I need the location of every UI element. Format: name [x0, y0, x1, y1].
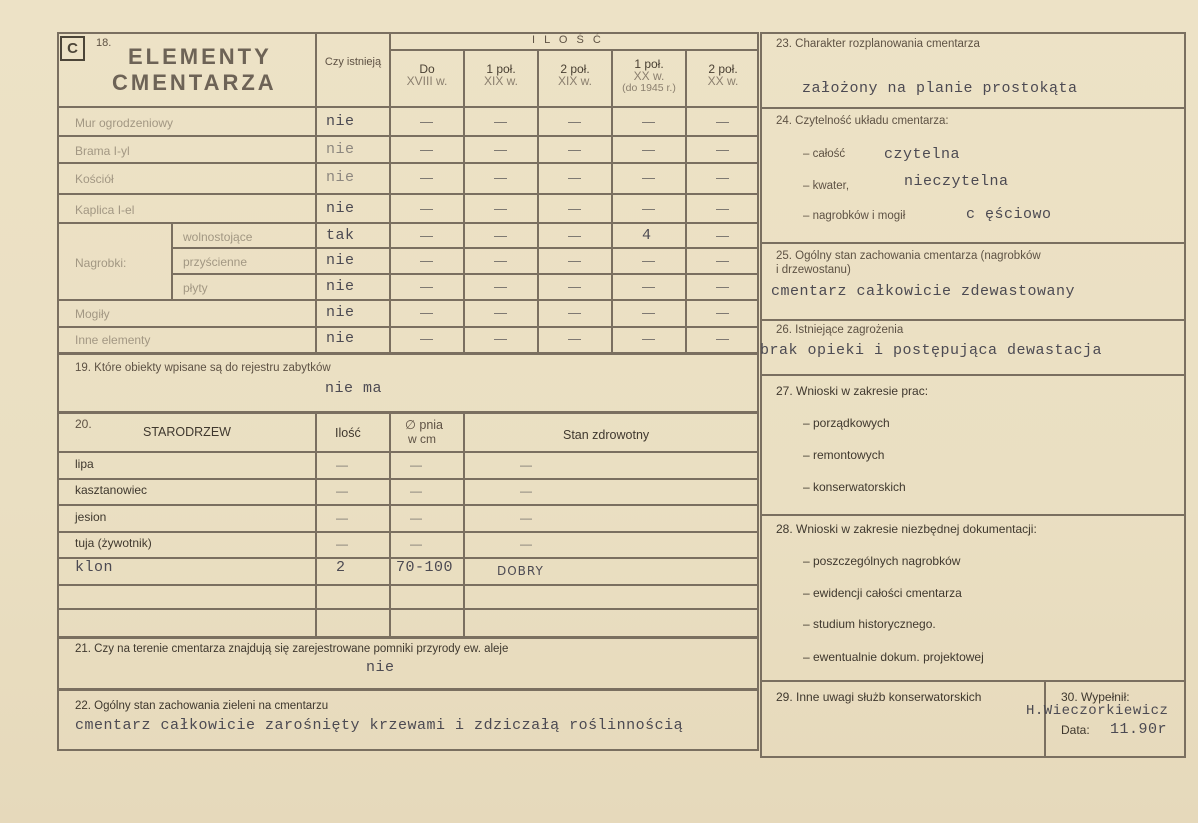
- q30-filled-by: H.Wieczorkiewicz: [1026, 703, 1169, 719]
- q24-item1-value: czytelna: [884, 146, 961, 163]
- period-header-2: [539, 63, 611, 87]
- tree-diam: —: [410, 484, 422, 498]
- element-row-value: —: [716, 114, 729, 129]
- element-row-value: —: [568, 305, 581, 320]
- element-row-value: —: [568, 142, 581, 157]
- starodrzew-col-diam-2: w cm: [408, 432, 436, 446]
- element-row-value: —: [420, 253, 433, 268]
- tree-name: kasztanowiec: [75, 483, 148, 497]
- element-row-exists: nie: [326, 330, 355, 347]
- q28-item4: – ewentualnie dokum. projektowej: [803, 650, 984, 664]
- element-row-value: —: [568, 331, 581, 346]
- q26-value: brak opieki i postępująca dewastacja: [760, 342, 1103, 359]
- element-row-value: —: [494, 142, 507, 157]
- tree-health: —: [520, 537, 532, 551]
- element-row-value: —: [420, 142, 433, 157]
- q21-value: nie: [366, 659, 395, 676]
- element-row-value: —: [494, 279, 507, 294]
- element-row-value: —: [642, 170, 655, 185]
- element-row-exists: nie: [326, 113, 355, 130]
- period-header-line: XVIII w.: [406, 74, 448, 88]
- element-row-value: —: [568, 114, 581, 129]
- element-row-label: Kościół: [75, 172, 114, 186]
- tree-count: 2: [336, 559, 346, 576]
- ilosc-header: I L O Ś Ć: [532, 34, 604, 46]
- q28-item3: – studium historycznego.: [803, 617, 936, 631]
- element-row-value: —: [494, 114, 507, 129]
- element-row-label: Mur ogrodzeniowy: [75, 116, 174, 130]
- period-header-line: 1 poł.: [634, 57, 664, 71]
- element-row-value: —: [716, 228, 729, 243]
- element-row-value: —: [420, 279, 433, 294]
- period-header-line: XX w.: [707, 74, 739, 88]
- element-row-exists: nie: [326, 252, 355, 269]
- element-row-value: —: [494, 201, 507, 216]
- element-row-value: —: [420, 201, 433, 216]
- element-row-label: wolnostojące: [183, 230, 253, 244]
- element-row-value: —: [716, 279, 729, 294]
- element-row-value: —: [642, 253, 655, 268]
- tree-health: —: [520, 484, 532, 498]
- q21-label: 21. Czy na terenie cmentarza znajdują się zarejestrowane pomniki przyrody ew. aleje: [75, 643, 509, 655]
- element-row-value: —: [420, 305, 433, 320]
- title-line1: ELEMENTY: [128, 44, 272, 69]
- tree-name: lipa: [75, 457, 94, 471]
- period-header-4: [687, 63, 759, 87]
- element-row-value: —: [568, 201, 581, 216]
- q24-item3-label: – nagrobków i mogił: [803, 210, 906, 222]
- tree-diam: —: [410, 511, 422, 525]
- title-line2: CMENTARZA: [112, 70, 277, 95]
- element-row-value: —: [642, 201, 655, 216]
- tree-name: tuja (żywotnik): [75, 536, 152, 550]
- element-row-exists: tak: [326, 227, 355, 244]
- starodrzew-col-diam-1: ∅ pnia: [405, 418, 443, 432]
- q25-label-1: 25. Ogólny stan zachowania cmentarza (nagrobków: [776, 250, 1041, 262]
- element-row-label: Mogiły: [75, 307, 110, 321]
- q22-value: cmentarz całkowicie zarośnięty krzewami i zdziczałą roślinnością: [75, 717, 684, 734]
- q30-label: 30. Wypełnił:: [1061, 690, 1130, 704]
- period-header-line: Do: [419, 62, 435, 76]
- period-header-1: [465, 63, 537, 87]
- tree-count: —: [336, 537, 348, 551]
- tree-count: —: [336, 511, 348, 525]
- element-row-value: —: [642, 114, 655, 129]
- element-row-value: —: [716, 170, 729, 185]
- q25-value: cmentarz całkowicie zdewastowany: [771, 283, 1076, 300]
- element-row-value: —: [716, 201, 729, 216]
- q28-item2: – ewidencji całości cmentarza: [803, 586, 962, 600]
- element-row-exists: nie: [326, 141, 355, 158]
- nagrobki-label: Nagrobki:: [75, 256, 127, 270]
- starodrzew-col-count: Ilość: [335, 426, 361, 440]
- element-row-label: Inne elementy: [75, 333, 151, 347]
- element-row-value: —: [420, 228, 433, 243]
- element-row-value: —: [494, 331, 507, 346]
- element-row-value: —: [420, 331, 433, 346]
- tree-diam: —: [410, 537, 422, 551]
- q19-value: nie ma: [325, 380, 383, 397]
- element-row-value: —: [716, 142, 729, 157]
- element-row-label: Kaplica I-el: [75, 203, 135, 217]
- q27-label: 27. Wnioski w zakresie prac:: [776, 384, 929, 398]
- element-row-value: —: [716, 305, 729, 320]
- starodrzew-col-health: Stan zdrowotny: [563, 428, 650, 442]
- q29-label: 29. Inne uwagi służb konserwatorskich: [776, 690, 982, 704]
- element-row-exists: nie: [326, 200, 355, 217]
- q27-item3: – konserwatorskich: [803, 480, 906, 494]
- section-18-number: 18.: [96, 37, 112, 49]
- q23-label: 23. Charakter rozplanowania cmentarza: [776, 38, 980, 50]
- tree-count: —: [336, 484, 348, 498]
- element-row-exists: nie: [326, 169, 355, 186]
- col-exists-header: Czy istnieją: [324, 56, 382, 68]
- q24-item1-label: – całość: [803, 148, 846, 160]
- tree-name: jesion: [75, 510, 107, 524]
- element-row-label: przyścienne: [183, 255, 248, 269]
- element-row-value: —: [642, 305, 655, 320]
- element-row-value: —: [494, 170, 507, 185]
- period-header-line: (do 1945 r.): [622, 82, 676, 94]
- period-header-0: [391, 63, 463, 87]
- period-header-line: 1 poł.: [486, 62, 516, 76]
- q24-item3-value: c ęściowo: [966, 206, 1052, 223]
- element-row-value: —: [420, 114, 433, 129]
- element-row-value: —: [420, 170, 433, 185]
- element-row-value: —: [568, 170, 581, 185]
- q28-label: 28. Wnioski w zakresie niezbędnej dokumentacji:: [776, 522, 1037, 536]
- element-row-value: —: [642, 331, 655, 346]
- period-header-line: XIX w.: [557, 74, 592, 88]
- q30-date-label: Data:: [1061, 723, 1090, 737]
- q27-item2: – remontowych: [803, 448, 885, 462]
- element-row-exists: nie: [326, 278, 355, 295]
- element-row-value: —: [494, 305, 507, 320]
- element-row-label: płyty: [183, 281, 208, 295]
- section-letter-box: C: [60, 36, 85, 61]
- element-row-value: —: [494, 253, 507, 268]
- element-row-value: —: [568, 279, 581, 294]
- tree-count: —: [336, 458, 348, 472]
- tree-health: —: [520, 511, 532, 525]
- tree-health: DOBRY: [497, 564, 544, 578]
- period-header-line: 2 poł.: [560, 62, 590, 76]
- period-header-line: 2 poł.: [708, 62, 738, 76]
- element-row-exists: nie: [326, 304, 355, 321]
- q19-label: 19. Które obiekty wpisane są do rejestru zabytków: [75, 362, 331, 374]
- q27-item1: – porządkowych: [803, 416, 890, 430]
- tree-diam: 70-100: [396, 559, 454, 576]
- starodrzew-title: STARODRZEW: [143, 425, 231, 439]
- element-row-value: —: [642, 142, 655, 157]
- tree-health: —: [520, 458, 532, 472]
- q24-item2-value: nieczytelna: [904, 173, 1009, 190]
- q22-label: 22. Ogólny stan zachowania zieleni na cmentarzu: [75, 700, 329, 712]
- element-row-value: —: [642, 279, 655, 294]
- element-row-value: 4: [642, 227, 652, 244]
- q25-label-2: i drzewostanu): [776, 264, 851, 276]
- q24-label: 24. Czytelność układu cmentarza:: [776, 115, 949, 127]
- tree-name: klon: [75, 559, 114, 576]
- q24-item2-label: – kwater,: [803, 180, 850, 192]
- period-header-3: [613, 58, 685, 94]
- element-row-value: —: [568, 253, 581, 268]
- q20-number: 20.: [75, 417, 92, 431]
- q28-item1: – poszczególnych nagrobków: [803, 554, 961, 568]
- element-row-value: —: [568, 228, 581, 243]
- tree-diam: —: [410, 458, 422, 472]
- element-row-value: —: [494, 228, 507, 243]
- q26-label: 26. Istniejące zagrożenia: [776, 324, 904, 336]
- period-header-line: XIX w.: [483, 74, 518, 88]
- element-row-value: —: [716, 253, 729, 268]
- element-row-label: Brama I-yl: [75, 144, 130, 158]
- period-header-line: XX w.: [633, 69, 665, 83]
- q23-value: założony na planie prostokąta: [802, 80, 1078, 97]
- element-row-value: —: [716, 331, 729, 346]
- q30-date: 11.90r: [1110, 721, 1168, 738]
